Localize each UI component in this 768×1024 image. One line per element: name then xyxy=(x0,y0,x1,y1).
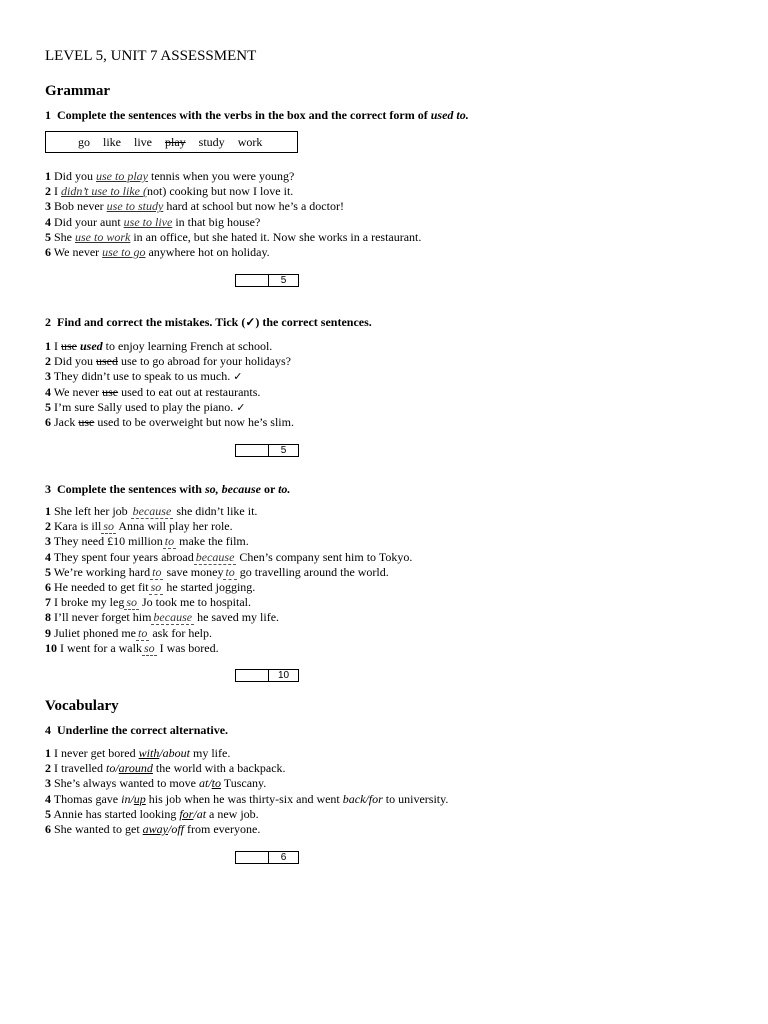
separator: / xyxy=(365,791,369,806)
score-total: 10 xyxy=(277,670,290,681)
item-number: 2 xyxy=(45,761,51,776)
alternative-option[interactable]: around xyxy=(118,761,153,776)
score-total: 5 xyxy=(280,275,287,286)
sentence-line xyxy=(45,746,448,761)
sentence-text: anywhere hot on holiday. xyxy=(145,244,270,259)
sentence-text: We never xyxy=(53,384,103,399)
sentence-text: Anna will play her role. xyxy=(116,519,233,534)
item-number: 2 xyxy=(45,354,51,369)
tick-icon: ✓ xyxy=(233,371,243,384)
task4-score-box xyxy=(235,851,299,864)
sentence-line xyxy=(45,385,294,400)
gap-answer[interactable]: because xyxy=(153,610,193,625)
item-number: 3 xyxy=(45,199,51,214)
sentence-text: We’re working hard xyxy=(53,564,151,579)
separator: / xyxy=(115,761,119,776)
sentence-line xyxy=(45,565,412,580)
sentence-text: Annie has started looking xyxy=(53,806,180,821)
sentence-text: he saved my life. xyxy=(194,610,280,625)
item-number: 3 xyxy=(45,776,51,791)
task4-sentences xyxy=(45,746,448,837)
sentence-text: he started jogging. xyxy=(163,579,256,594)
item-number: 4 xyxy=(45,214,51,229)
sentence-text: she didn’t like it. xyxy=(173,504,258,518)
item-number: 5 xyxy=(45,399,51,414)
item-number: 4 xyxy=(45,384,51,399)
sentence-line xyxy=(45,761,448,776)
task1-instruction: 1 Complete the sentences with the verbs in the box and the correct form of used to. xyxy=(45,108,469,122)
sentence-line xyxy=(45,776,448,791)
sentence-line xyxy=(45,415,294,430)
box-word: work xyxy=(237,134,263,149)
alternative-option[interactable]: for xyxy=(179,806,194,821)
sentence-text: ask for help. xyxy=(149,625,212,640)
sentence-text: hard at school but now he’s a doctor! xyxy=(163,199,344,214)
sentence-text: a new job. xyxy=(206,806,259,821)
item-number: 4 xyxy=(45,791,51,806)
sentence-text: Juliet phoned me xyxy=(54,625,136,640)
item-number: 1 xyxy=(45,504,51,518)
sentence-text: I went for a walk xyxy=(60,640,142,655)
alternative-option[interactable]: up xyxy=(133,791,146,806)
sentence-text: I xyxy=(54,184,61,199)
separator: / xyxy=(130,791,134,806)
sentence-text: go travelling around the world. xyxy=(236,564,389,579)
sentence-line xyxy=(45,400,294,415)
separator: / xyxy=(193,806,197,821)
box-word: go xyxy=(78,134,90,149)
sentence-line xyxy=(45,354,294,369)
sentence-line xyxy=(45,519,412,534)
alternative-option[interactable]: back xyxy=(342,791,366,806)
gap-answer[interactable]: to xyxy=(137,625,148,640)
struck-word: use xyxy=(61,339,77,353)
sentence-text: in an office, but she hated it. Now she works in a restaurant. xyxy=(130,229,422,244)
sentence-text: They spent four years abroad xyxy=(53,549,194,564)
sentence-text: She wanted to get xyxy=(54,821,143,836)
alternative-option[interactable]: at xyxy=(196,806,207,821)
sentence-line xyxy=(45,534,412,549)
sentence-text: to university. xyxy=(382,791,449,806)
answer-field[interactable]: use to live xyxy=(123,214,173,229)
sentence-line xyxy=(45,184,421,199)
sentence-line xyxy=(45,230,421,245)
alternative-option[interactable]: about xyxy=(162,746,190,760)
sentence-text: I was bored. xyxy=(156,640,219,655)
item-number: 9 xyxy=(45,625,51,640)
item-number: 8 xyxy=(45,610,51,625)
sentence-text: Did you xyxy=(54,354,96,369)
alternative-option[interactable]: away xyxy=(142,821,168,836)
task2-instruction: 2 Find and correct the mistakes. Tick (✓) the correct sentences. xyxy=(45,315,372,329)
sentence-line xyxy=(45,199,421,214)
answer-field[interactable]: use to work xyxy=(75,229,131,244)
task2-sentences xyxy=(45,339,294,430)
item-number: 10 xyxy=(45,640,57,655)
answer-field[interactable]: use to play xyxy=(96,169,148,183)
alternative-option[interactable]: to xyxy=(211,776,222,791)
separator: / xyxy=(159,746,163,760)
sentence-text: We never xyxy=(53,244,103,259)
sentence-line xyxy=(45,169,421,184)
score-blank[interactable] xyxy=(236,275,269,286)
sentence-text: I xyxy=(54,339,61,353)
sentence-text: Did your aunt xyxy=(54,214,124,229)
gap-answer[interactable]: to xyxy=(152,564,162,579)
box-word: study xyxy=(198,134,225,149)
sentence-text: Bob never xyxy=(54,199,107,214)
sentence-line xyxy=(45,610,412,625)
word-box xyxy=(45,131,298,153)
gap-answer[interactable]: so xyxy=(126,595,137,610)
sentence-line xyxy=(45,822,448,837)
sentence-text: I’m sure Sally used to play the piano. xyxy=(54,399,234,414)
sentence-text: Chen’s company sent him to Tokyo. xyxy=(236,549,413,564)
answer-field[interactable]: use to study xyxy=(106,199,164,214)
sentence-text: save money xyxy=(163,564,224,579)
item-number: 1 xyxy=(45,746,51,760)
separator: / xyxy=(168,821,172,836)
struck-word: used xyxy=(96,354,118,369)
sentence-line xyxy=(45,369,294,384)
sentence-line xyxy=(45,580,412,595)
item-number: 5 xyxy=(45,229,51,244)
gap-answer[interactable]: to xyxy=(164,534,175,549)
sentence-text: She’s always wanted to move xyxy=(54,776,199,791)
vocabulary-heading: Vocabulary xyxy=(45,698,119,714)
sentence-text: They didn’t use to speak to us much. xyxy=(53,369,231,384)
task2-score-box xyxy=(235,444,299,457)
alternative-option[interactable]: to xyxy=(105,761,116,776)
sentence-text: used to be overweight but now he’s slim. xyxy=(94,414,294,429)
gap-answer[interactable]: so xyxy=(103,519,114,534)
sentence-text: She left her job xyxy=(54,504,131,518)
box-word: like xyxy=(103,134,121,149)
box-word: play xyxy=(165,134,186,149)
gap-answer[interactable]: because xyxy=(132,504,172,518)
sentence-line xyxy=(45,215,421,230)
sentence-text: I’ll never forget him xyxy=(54,610,152,625)
score-blank[interactable] xyxy=(236,852,269,863)
sentence-line xyxy=(45,807,448,822)
sentence-line xyxy=(45,595,412,610)
gap-answer[interactable]: to xyxy=(225,564,235,579)
sentence-line xyxy=(45,550,412,565)
tick-icon: ✓ xyxy=(236,401,246,414)
item-number: 2 xyxy=(45,184,51,199)
item-number: 1 xyxy=(45,339,51,353)
sentence-text: Jack xyxy=(54,414,79,429)
struck-word: use xyxy=(102,384,119,399)
sentence-text: tennis when you were young? xyxy=(148,169,295,183)
item-number: 6 xyxy=(45,244,51,259)
sentence-line xyxy=(45,626,412,641)
sentence-text: his job when he was thirty-six and went xyxy=(145,791,343,806)
item-number: 5 xyxy=(45,806,51,821)
sentence-text: I travelled xyxy=(54,761,106,776)
sentence-text: in that big house? xyxy=(172,214,261,229)
sentence-text: I broke my leg xyxy=(54,595,125,610)
sentence-line xyxy=(45,792,448,807)
item-number: 7 xyxy=(45,595,51,610)
sentence-text: not) cooking but now I love it. xyxy=(146,184,294,199)
separator: / xyxy=(208,776,212,791)
sentence-line xyxy=(45,339,294,354)
sentence-text: Tuscany. xyxy=(221,776,267,791)
gap-answer[interactable]: so xyxy=(150,579,162,594)
sentence-text: Kara is ill xyxy=(54,519,102,534)
item-number: 5 xyxy=(45,564,51,579)
sentence-line xyxy=(45,504,412,519)
alternative-option[interactable]: for xyxy=(368,791,383,806)
sentence-line xyxy=(45,245,421,260)
sentence-text: I never get bored xyxy=(54,746,139,760)
sentence-text: They need £10 million xyxy=(53,534,163,549)
sentence-text: Did you xyxy=(54,169,96,183)
score-blank[interactable] xyxy=(236,445,269,456)
item-number: 1 xyxy=(45,169,51,183)
sentence-text: Thomas gave xyxy=(53,791,122,806)
sentence-line xyxy=(45,641,412,656)
sentence-text: use to go abroad for your holidays? xyxy=(118,354,291,369)
task1-score-box xyxy=(235,274,299,287)
alternative-option[interactable]: with xyxy=(138,746,160,760)
sentence-text: Jo took me to hospital. xyxy=(138,595,251,610)
item-number: 2 xyxy=(45,519,51,534)
page-title: LEVEL 5, UNIT 7 ASSESSMENT xyxy=(45,48,257,64)
task1-sentences xyxy=(45,169,421,260)
item-number: 4 xyxy=(45,549,51,564)
item-number: 3 xyxy=(45,369,51,384)
item-number: 6 xyxy=(45,414,51,429)
item-number: 6 xyxy=(45,821,51,836)
item-number: 3 xyxy=(45,534,51,549)
answer-field[interactable]: use to go xyxy=(102,244,146,259)
sentence-text: my life. xyxy=(190,746,231,760)
alternative-option[interactable]: off xyxy=(171,821,185,836)
task3-score-box xyxy=(235,669,299,682)
sentence-text: the world with a backpack. xyxy=(152,761,286,776)
sentence-text: make the film. xyxy=(176,534,249,549)
answer-field[interactable]: didn’t use to like ( xyxy=(61,184,147,199)
task4-instruction: 4 Underline the correct alternative. xyxy=(45,723,229,737)
sentence-text: He needed to get fit xyxy=(54,579,149,594)
task3-instruction: 3 Complete the sentences with so, because or to. xyxy=(45,482,291,496)
score-blank[interactable] xyxy=(236,670,269,681)
sentence-text: She xyxy=(54,229,75,244)
sentence-text: to enjoy learning French at school. xyxy=(102,339,273,353)
alternative-option[interactable]: at xyxy=(198,776,209,791)
struck-word: use xyxy=(78,414,95,429)
gap-answer[interactable]: so xyxy=(143,640,155,655)
alternative-option[interactable]: in xyxy=(121,791,131,806)
correction: used xyxy=(77,339,103,353)
box-word: live xyxy=(134,134,152,149)
item-number: 6 xyxy=(45,579,51,594)
grammar-heading: Grammar xyxy=(45,83,110,99)
score-total: 5 xyxy=(280,445,287,456)
gap-answer[interactable]: because xyxy=(195,549,235,564)
task3-sentences xyxy=(45,504,412,656)
sentence-text: from everyone. xyxy=(184,821,261,836)
sentence-text: used to eat out at restaurants. xyxy=(118,384,261,399)
score-total: 6 xyxy=(280,852,287,863)
